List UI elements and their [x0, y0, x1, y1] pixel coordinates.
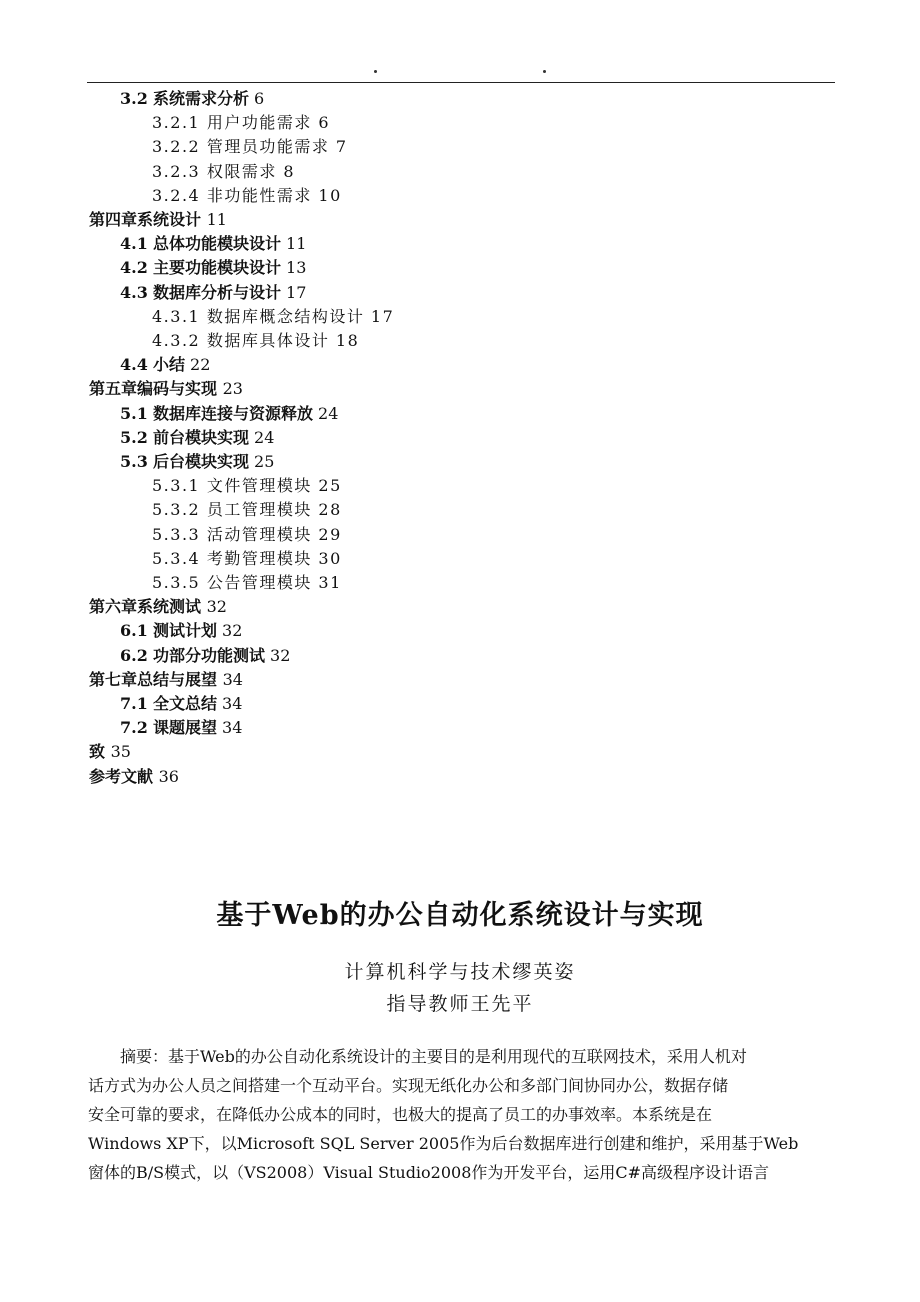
toc-entry-number: 4.3 — [120, 282, 148, 302]
toc-entry[interactable] — [89, 766, 179, 788]
toc-entry-number: 4.3.1 — [152, 306, 201, 326]
toc-entry-number: 5.3.4 — [152, 548, 201, 568]
toc-entry-title: 用户功能需求 — [206, 113, 312, 133]
toc-entry-page: 36 — [158, 766, 179, 786]
toc-entry-title: 主要功能模块设计 — [152, 258, 281, 278]
toc-entry-title: 数据库分析与设计 — [152, 282, 281, 302]
toc-entry-number: 3.2.2 — [152, 137, 201, 157]
toc-entry[interactable] — [120, 620, 242, 642]
toc-entry-page: 6 — [318, 113, 331, 133]
toc-entry-title: 考勤管理模块 — [206, 548, 312, 568]
toc-entry-number: 6.1 — [120, 621, 148, 641]
toc-entry-number: 5.3 — [120, 452, 148, 471]
toc-entry-page: 32 — [206, 597, 227, 617]
author-line: 计算机科学与技术缪英姿 — [344, 961, 576, 983]
abstract — [88, 1042, 836, 1187]
toc-entry[interactable] — [152, 548, 342, 570]
toc-entry-title: 测试计划 — [152, 621, 217, 641]
toc-entry-title: 权限需求 — [206, 161, 277, 181]
toc-entry[interactable] — [120, 451, 274, 473]
toc-entry-page: 13 — [286, 258, 307, 278]
toc-entry[interactable] — [120, 645, 290, 667]
toc-entry[interactable] — [120, 354, 210, 376]
header-rule — [87, 82, 835, 83]
toc-entry-page: 32 — [270, 645, 291, 665]
toc-entry-page: 17 — [286, 282, 307, 302]
toc-entry[interactable] — [152, 306, 394, 328]
toc-entry-number: 5.3.1 — [152, 476, 201, 496]
toc-entry-title: 第七章总结与展望 — [89, 669, 218, 689]
toc-entry-title: 数据库具体设计 — [206, 331, 330, 350]
toc-entry-number: 6.2 — [120, 645, 148, 665]
toc-entry-title: 致 — [89, 742, 106, 762]
toc-entry-number: 5.3.2 — [152, 500, 201, 520]
toc-entry-title: 数据库连接与资源释放 — [152, 403, 313, 423]
toc-entry-number: 3.2 — [120, 89, 148, 108]
toc-entry-number: 5.3.5 — [152, 573, 201, 592]
toc-entry-page: 6 — [254, 89, 265, 108]
toc-entry-page: 34 — [222, 718, 243, 738]
toc-entry[interactable] — [152, 330, 359, 352]
toc-entry[interactable] — [152, 572, 342, 594]
toc-entry[interactable] — [152, 524, 342, 546]
toc-entry-number: 5.3.3 — [152, 524, 201, 544]
toc-entry-page: 7 — [335, 137, 348, 157]
toc-entry-number: 3.2.3 — [152, 161, 201, 181]
toc-entry-title: 后台模块实现 — [152, 452, 249, 471]
toc-entry[interactable] — [152, 499, 342, 521]
toc-entry[interactable] — [120, 717, 242, 739]
paper-title: 基于Web的办公自动化系统设计与实现 — [216, 900, 704, 931]
toc-entry-title: 第六章系统测试 — [89, 597, 202, 617]
toc-entry[interactable] — [120, 693, 242, 715]
abstract-line: 安全可靠的要求，在降低办公成本的同时，也极大的提高了员工的办事效率。本系统是在 — [88, 1105, 713, 1124]
toc-entry-number: 4.2 — [120, 258, 148, 278]
toc-entry[interactable] — [152, 475, 342, 497]
toc-entry[interactable] — [89, 378, 243, 400]
toc-entry[interactable] — [120, 233, 306, 255]
toc-entry-title: 活动管理模块 — [206, 524, 312, 544]
toc-entry-title: 第四章系统设计 — [89, 210, 202, 229]
toc-entry-page: 25 — [318, 476, 342, 496]
toc-entry-title: 小结 — [152, 355, 185, 375]
toc-entry-page: 11 — [286, 234, 307, 254]
toc-entry[interactable] — [89, 741, 131, 763]
toc-entry-title: 系统需求分析 — [152, 89, 249, 108]
toc-entry-page: 25 — [254, 452, 275, 471]
toc-entry-title: 全文总结 — [152, 694, 217, 713]
toc-entry-number: 3.2.4 — [152, 185, 201, 205]
toc-entry[interactable] — [89, 596, 227, 618]
toc-entry-page: 31 — [318, 573, 342, 592]
toc-entry-title: 课题展望 — [152, 718, 217, 738]
toc-entry-title: 数据库概念结构设计 — [206, 306, 365, 326]
advisor-line: 指导教师王先平 — [386, 993, 534, 1015]
toc-entry-page: 34 — [222, 669, 243, 689]
toc-entry[interactable] — [152, 185, 342, 207]
toc-entry[interactable] — [120, 282, 306, 304]
toc-entry-page: 22 — [190, 355, 211, 375]
abstract-line: 摘要：基于Web的办公自动化系统设计的主要目的是利用现代的互联网技术，采用人机对 — [88, 1047, 747, 1066]
toc-entry-number: 4.4 — [120, 355, 148, 375]
toc-entry-title: 前台模块实现 — [152, 427, 249, 447]
toc-entry-number: 4.3.2 — [152, 331, 201, 350]
toc-entry-title: 参考文献 — [89, 766, 154, 786]
toc-entry[interactable] — [89, 209, 227, 231]
toc-entry-number: 5.2 — [120, 427, 148, 447]
toc-entry-title: 功部分功能测试 — [152, 645, 265, 665]
toc-entry-page: 10 — [318, 185, 342, 205]
toc-entry-page: 29 — [318, 524, 342, 544]
toc-entry[interactable] — [152, 161, 295, 183]
toc-entry[interactable] — [120, 427, 274, 449]
toc-entry-page: 32 — [222, 621, 243, 641]
abstract-line: 话方式为办公人员之间搭建一个互动平台。实现无纸化办公和多部门间协同办公，数据存储 — [88, 1076, 729, 1095]
toc-entry-number: 3.2.1 — [152, 113, 201, 133]
toc-entry-title: 总体功能模块设计 — [152, 234, 281, 254]
toc-entry-page: 17 — [370, 306, 395, 326]
toc-entry[interactable] — [120, 257, 306, 279]
toc-entry-page: 35 — [110, 742, 131, 762]
toc-entry-number: 7.1 — [120, 694, 148, 713]
toc-entry-title: 员工管理模块 — [206, 500, 312, 520]
toc-entry-page: 11 — [206, 210, 227, 229]
toc-entry-number: 5.1 — [120, 403, 148, 423]
toc-entry-number: 4.1 — [120, 234, 148, 254]
toc-entry-page: 18 — [335, 331, 360, 350]
toc-entry-page: 8 — [283, 161, 296, 181]
toc-entry-title: 第五章编码与实现 — [89, 379, 218, 399]
toc-entry[interactable] — [89, 669, 243, 691]
abstract-line: 窗体的B/S模式，以（VS2008）Visual Studio2008作为开发平台，运用C#高级程序设计语言 — [88, 1163, 770, 1182]
toc-entry[interactable] — [120, 88, 264, 110]
toc-entry-number: 7.2 — [120, 718, 148, 738]
toc-entry-page: 24 — [254, 427, 275, 447]
toc-entry-page: 34 — [222, 694, 243, 713]
toc-entry-title: 管理员功能需求 — [206, 137, 330, 157]
header-mark — [374, 70, 377, 73]
toc-entry-title: 公告管理模块 — [206, 573, 312, 592]
toc-entry-page: 30 — [318, 548, 342, 568]
toc-entry-page: 23 — [222, 379, 243, 399]
toc-entry[interactable] — [152, 112, 330, 134]
header-mark — [543, 70, 546, 73]
toc-entry-title: 文件管理模块 — [206, 476, 312, 496]
toc-entry[interactable] — [120, 403, 338, 425]
toc-entry[interactable] — [152, 136, 348, 158]
abstract-line: Windows XP下，以Microsoft SQL Server 2005作为后台数据库进行创建和维护，采用基于Web — [88, 1134, 799, 1153]
toc-entry-title: 非功能性需求 — [206, 185, 312, 205]
toc-entry-page: 24 — [318, 403, 339, 423]
toc-entry-page: 28 — [318, 500, 342, 520]
